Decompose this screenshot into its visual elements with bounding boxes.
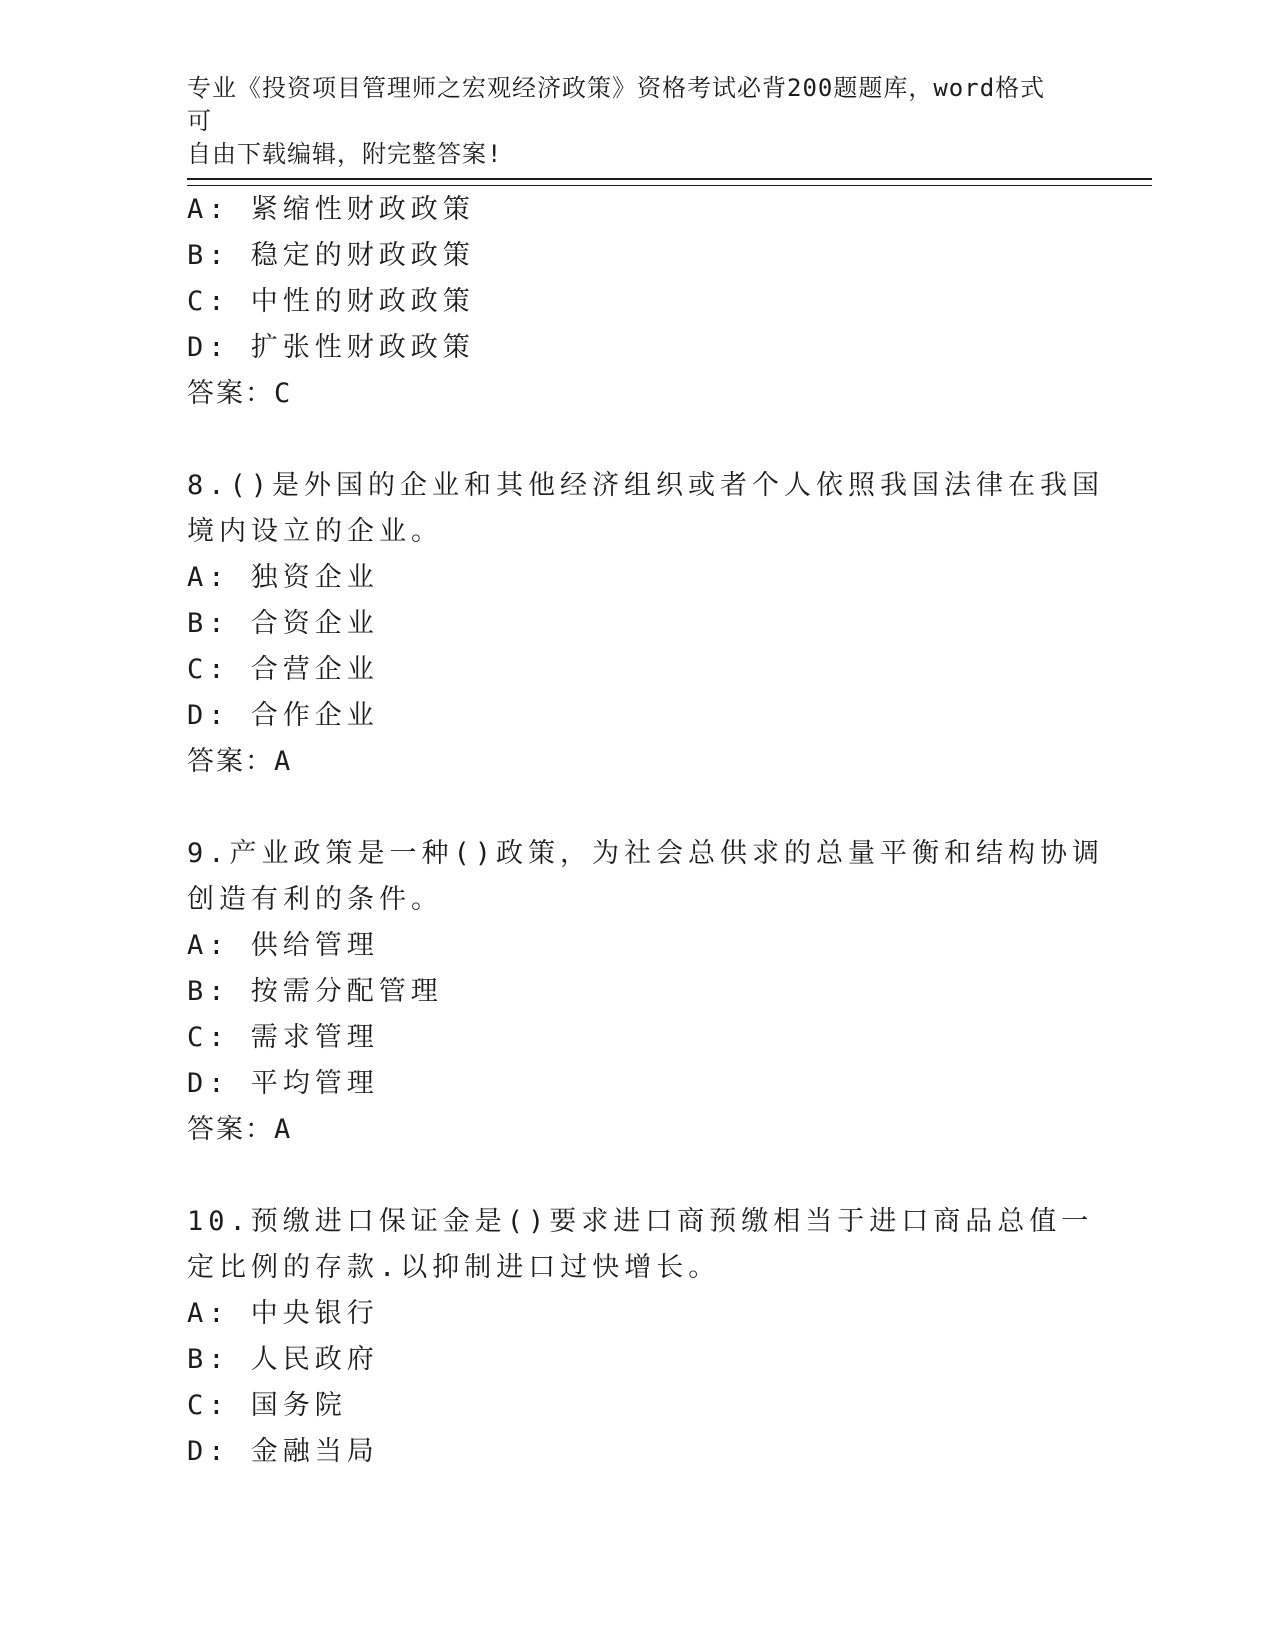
answer-line: 答案：C — [187, 378, 293, 409]
header-divider — [187, 178, 1152, 186]
option-a: A: 供给管理 — [187, 930, 379, 961]
question-stem: 9.产业政策是一种()政策，为社会总供求的总量平衡和结构协调创造有利的条件。 — [187, 838, 1105, 915]
header-title-line-2: 自由下载编辑，附完整答案! — [187, 140, 503, 168]
option-a: A: 紧缩性财政政策 — [187, 194, 475, 225]
question-9-block — [187, 831, 1107, 1153]
question-list — [187, 187, 1107, 1475]
option-b: B: 稳定的财政政策 — [187, 240, 475, 271]
option-a: A: 中央银行 — [187, 1298, 379, 1329]
option-b: B: 按需分配管理 — [187, 976, 443, 1007]
option-d: D: 合作企业 — [187, 700, 379, 731]
option-d: D: 金融当局 — [187, 1436, 379, 1467]
option-b: B: 人民政府 — [187, 1344, 379, 1375]
answer-line: 答案：A — [187, 746, 293, 777]
answer-line: 答案：A — [187, 1114, 293, 1145]
option-b: B: 合资企业 — [187, 608, 379, 639]
question-stem: 10.预缴进口保证金是()要求进口商预缴相当于进口商品总值一定比例的存款.以抑制进口过快增长。 — [187, 1206, 1094, 1283]
question-8-block — [187, 463, 1107, 785]
option-c: C: 中性的财政政策 — [187, 286, 475, 317]
option-c: C: 需求管理 — [187, 1022, 379, 1053]
spacer — [187, 1153, 1107, 1199]
option-c: C: 国务院 — [187, 1390, 347, 1421]
option-d: D: 扩张性财政政策 — [187, 332, 475, 363]
question-7-block — [187, 187, 1107, 417]
question-10-block — [187, 1199, 1107, 1475]
option-a: A: 独资企业 — [187, 562, 379, 593]
option-c: C: 合营企业 — [187, 654, 379, 685]
spacer — [187, 417, 1107, 463]
question-stem: 8.()是外国的企业和其他经济组织或者个人依照我国法律在我国境内设立的企业。 — [187, 470, 1105, 547]
document-header — [187, 72, 1067, 171]
option-d: D: 平均管理 — [187, 1068, 379, 1099]
spacer — [187, 785, 1107, 831]
header-title-line-1: 专业《投资项目管理师之宏观经济政策》资格考试必背200题题库，word格式可 — [187, 74, 1046, 135]
